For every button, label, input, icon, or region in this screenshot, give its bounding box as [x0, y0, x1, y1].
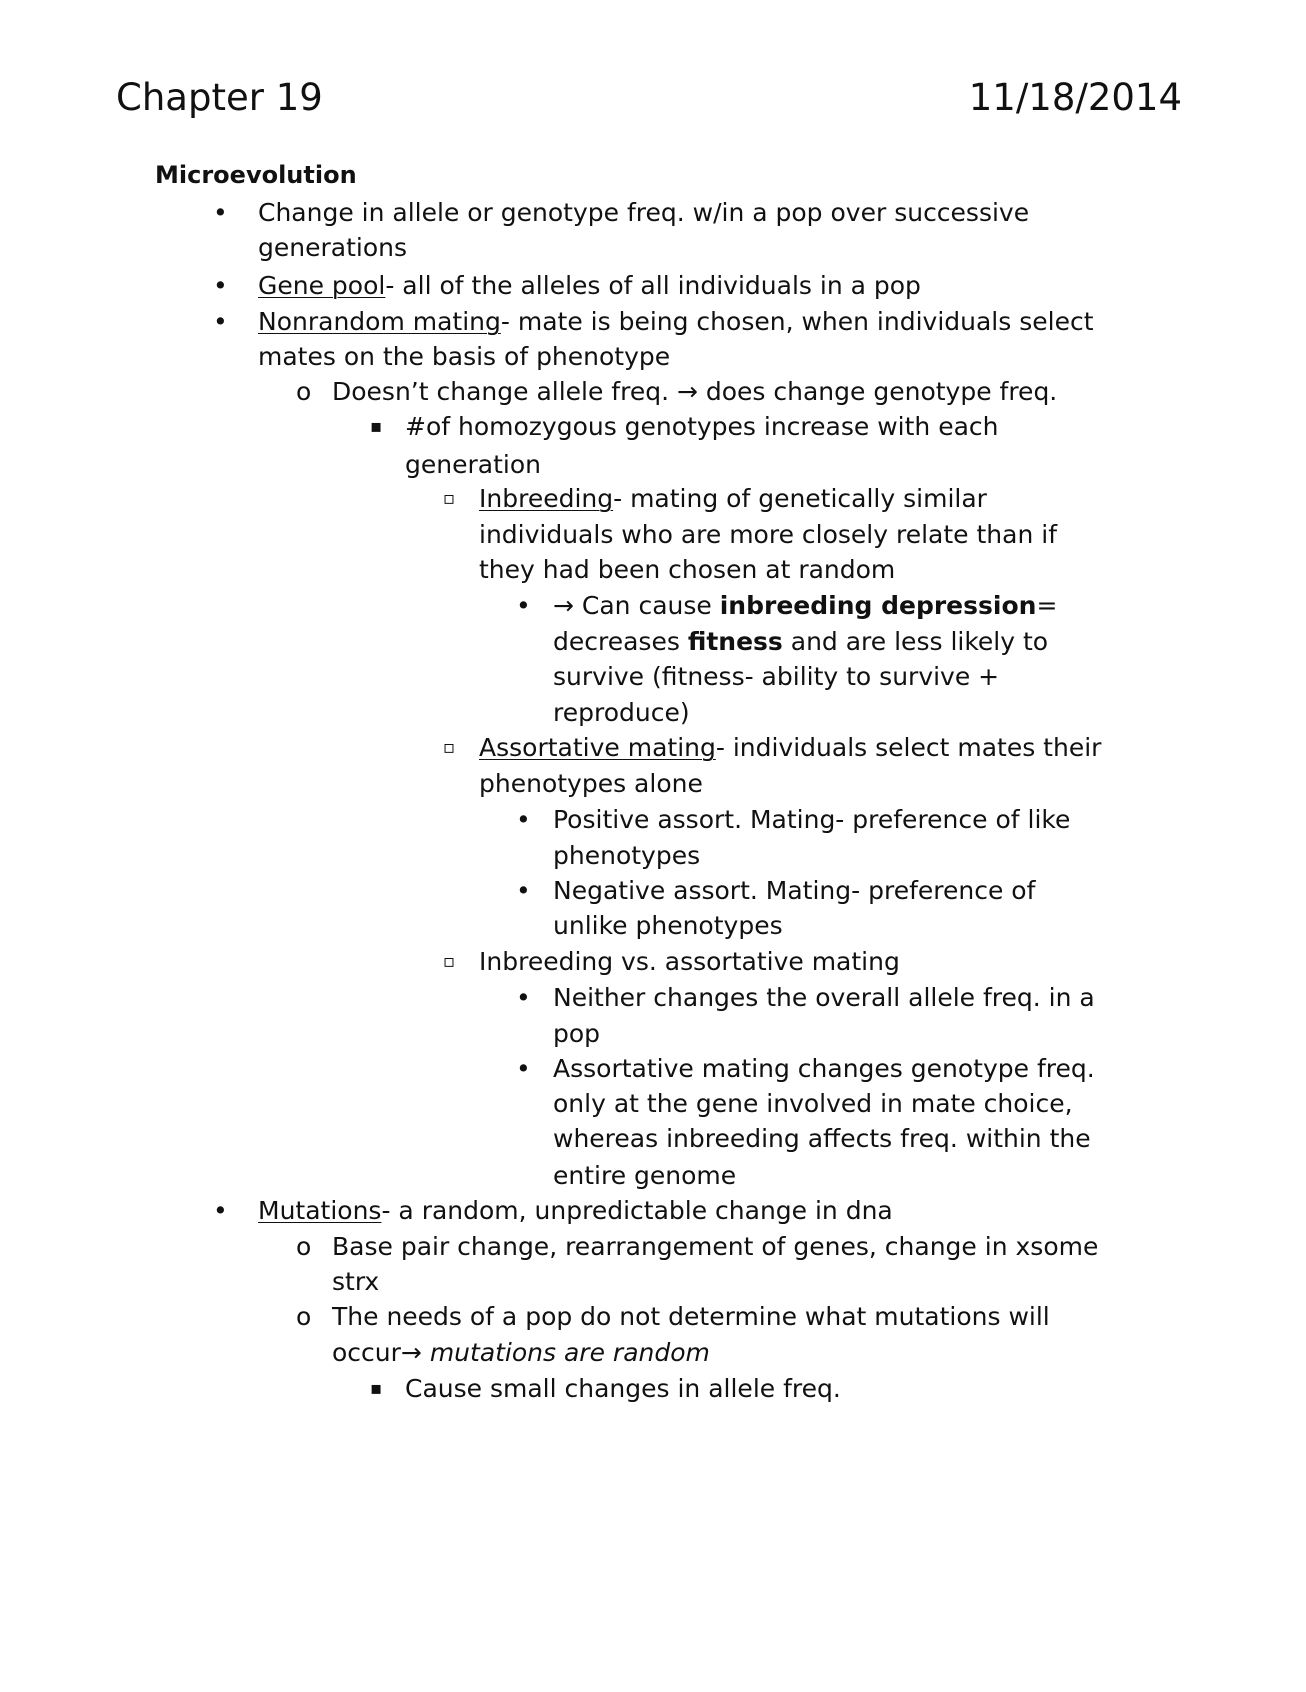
bullet-icon: o: [296, 1232, 312, 1261]
bullet-icon: ▫: [443, 488, 456, 509]
definition-text: - a random, unpredictable change in dna: [381, 1196, 893, 1225]
bullet-icon: ▫: [443, 951, 456, 972]
definition-text: - individuals select mates their: [715, 733, 1102, 762]
note-line: [479, 729, 1101, 767]
bullet-icon: •: [213, 307, 228, 336]
note-line: mates on the basis of phenotype: [258, 342, 671, 371]
definition-text: - all of the alleles of all individuals in a pop: [385, 271, 921, 300]
bullet-icon: •: [516, 1054, 531, 1083]
term-mutations: Mutations: [258, 1196, 382, 1225]
note-line: Inbreeding vs. assortative mating: [479, 947, 900, 976]
bullet-icon: o: [296, 377, 312, 406]
bullet-icon: •: [516, 805, 531, 834]
note-line: Positive assort. Mating- preference of like: [553, 805, 1071, 834]
note-line: [258, 267, 921, 305]
note-line: reproduce): [553, 698, 690, 727]
note-line: Negative assort. Mating- preference of: [553, 876, 1036, 905]
bullet-icon: •: [213, 271, 228, 300]
page-header: [116, 76, 1182, 126]
note-text: decreases: [553, 627, 688, 656]
note-line: [332, 1334, 710, 1372]
bullet-icon: ▫: [443, 737, 456, 758]
note-line: phenotypes alone: [479, 769, 703, 798]
note-line: Assortative mating changes genotype freq.: [553, 1054, 1095, 1083]
note-line: Change in allele or genotype freq. w/in a pop over successive: [258, 198, 1030, 227]
term-inbreeding: Inbreeding: [479, 484, 614, 513]
note-line: Cause small changes in allele freq.: [405, 1374, 841, 1403]
bullet-icon: o: [296, 1302, 312, 1331]
note-line: Doesn’t change allele freq. → does change genotype freq.: [332, 377, 1058, 406]
note-line: only at the gene involved in mate choice,: [553, 1089, 1073, 1118]
note-line: pop: [553, 1019, 601, 1048]
note-line: [553, 587, 1057, 625]
note-text: occur→: [332, 1338, 430, 1367]
note-line: #of homozygous genotypes increase with each: [405, 412, 999, 441]
note-line: [258, 1192, 893, 1230]
note-text: → Can cause: [553, 591, 720, 620]
note-line: Base pair change, rearrangement of genes, change in xsome: [332, 1232, 1099, 1261]
section-heading: Microevolution: [155, 161, 357, 189]
emphasis-text: mutations are random: [429, 1338, 710, 1367]
note-line: individuals who are more closely relate than if: [479, 520, 1058, 549]
term-nonrandom-mating: Nonrandom mating: [258, 307, 501, 336]
date: 11/18/2014: [968, 76, 1182, 119]
note-line: generations: [258, 233, 407, 262]
bullet-icon: •: [516, 983, 531, 1012]
bullet-icon: •: [516, 876, 531, 905]
term-inbreeding-depression: inbreeding depression: [719, 591, 1037, 620]
note-line: they had been chosen at random: [479, 555, 896, 584]
note-line: generation: [405, 450, 541, 479]
note-line: [553, 623, 1048, 661]
term-gene-pool: Gene pool: [258, 271, 386, 300]
note-line: Neither changes the overall allele freq. in a: [553, 983, 1095, 1012]
definition-text: - mating of genetically similar: [613, 484, 987, 513]
bullet-icon: •: [213, 198, 228, 227]
term-fitness: fitness: [687, 627, 783, 656]
note-line: strx: [332, 1267, 380, 1296]
chapter-title: Chapter 19: [116, 76, 323, 119]
note-line: whereas inbreeding affects freq. within the: [553, 1124, 1091, 1153]
note-text: =: [1036, 591, 1058, 620]
note-line: phenotypes: [553, 841, 701, 870]
bullet-icon: •: [516, 591, 531, 620]
note-line: entire genome: [553, 1161, 737, 1190]
note-line: [479, 480, 987, 518]
bullet-icon: •: [213, 1196, 228, 1225]
note-line: unlike phenotypes: [553, 911, 783, 940]
note-line: [258, 303, 1094, 341]
term-assortative-mating: Assortative mating: [479, 733, 716, 762]
note-text: and are less likely to: [782, 627, 1049, 656]
note-line: survive (fitness- ability to survive +: [553, 662, 1000, 691]
definition-text: - mate is being chosen, when individuals select: [500, 307, 1094, 336]
bullet-icon: ▪: [370, 416, 383, 437]
note-line: The needs of a pop do not determine what mutations will: [332, 1302, 1050, 1331]
bullet-icon: ▪: [370, 1378, 383, 1399]
